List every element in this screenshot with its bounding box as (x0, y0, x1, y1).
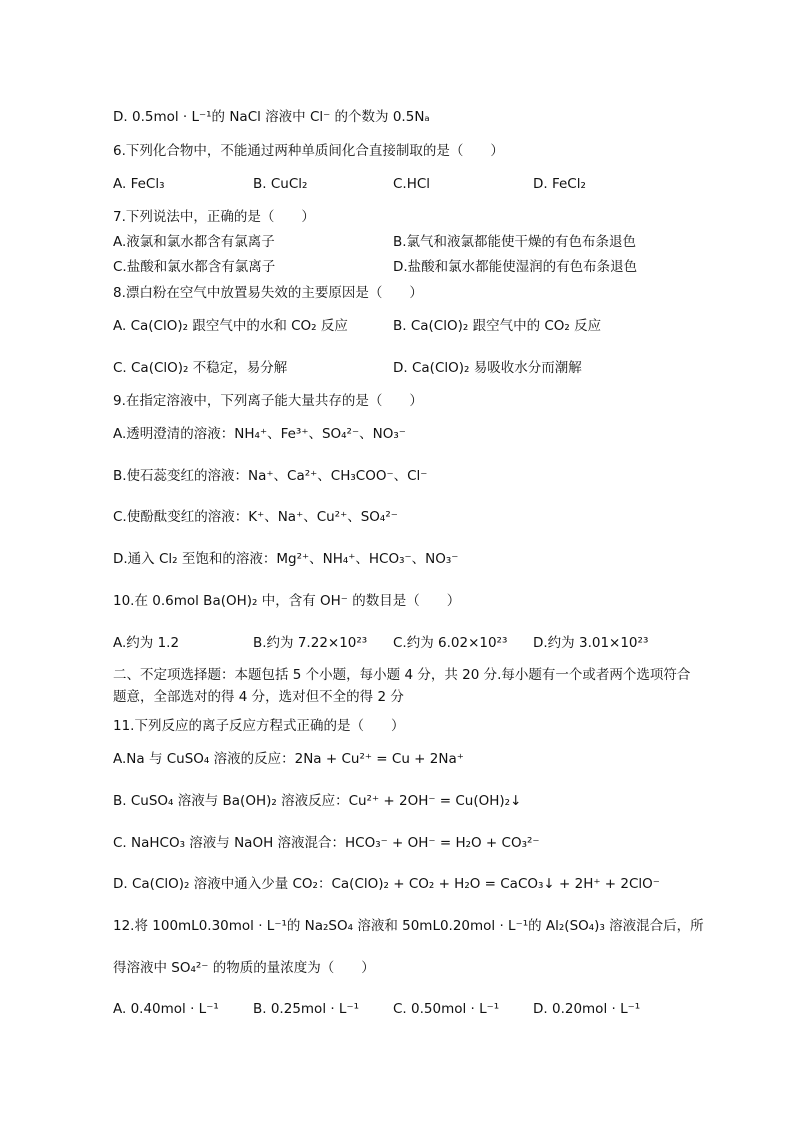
q10-option-d: D.约为 3.01×10²³ (533, 635, 649, 651)
question-9: 9.在指定溶液中，下列离子能大量共存的是（ ） (113, 393, 423, 409)
q5-option-d: D. 0.5mol · L⁻¹的 NaCl 溶液中 Cl⁻ 的个数为 0.5Nₐ (113, 109, 430, 125)
q10-option-c: C.约为 6.02×10²³ (393, 635, 508, 651)
q11-option-d: D. Ca(ClO)₂ 溶液中通入少量 CO₂：Ca(ClO)₂ + CO₂ + H₂O = CaCO₃↓ + 2H⁺ + 2ClO⁻ (113, 876, 660, 892)
question-12-line-1: 12.将 100mL0.30mol · L⁻¹的 Na₂SO₄ 溶液和 50mL0.20mol · L⁻¹的 Al₂(SO₄)₃ 溶液混合后，所 (113, 918, 704, 934)
q12-option-d: D. 0.20mol · L⁻¹ (533, 1001, 641, 1017)
question-12-line-2: 得溶液中 SO₄²⁻ 的物质的量浓度为（ ） (113, 960, 375, 976)
q9-option-a: A.透明澄清的溶液：NH₄⁺、Fe³⁺、SO₄²⁻、NO₃⁻ (113, 426, 406, 442)
q11-option-c: C. NaHCO₃ 溶液与 NaOH 溶液混合：HCO₃⁻ + OH⁻ = H₂O + CO₃²⁻ (113, 835, 540, 851)
section-2-heading: 二、不定项选择题：本题包括 5 个小题，每小题 4 分，共 20 分.每小题有一个或者两个选项符合题意，全部选对的得 4 分，选对但不全的得 2 分 (113, 667, 691, 705)
q6-option-c: C.HCl (393, 176, 431, 192)
q6-option-a: A. FeCl₃ (113, 176, 165, 192)
q9-option-b: B.使石蕊变红的溶液：Na⁺、Ca²⁺、CH₃COO⁻、Cl⁻ (113, 468, 428, 484)
question-6: 6.下列化合物中，不能通过两种单质间化合直接制取的是（ ） (113, 143, 504, 159)
q7-option-a: A.液氯和氯水都含有氯离子 (113, 234, 275, 250)
q6-option-d: D. FeCl₂ (533, 176, 586, 192)
q10-option-b: B.约为 7.22×10²³ (253, 635, 368, 651)
q11-option-a: A.Na 与 CuSO₄ 溶液的反应：2Na + Cu²⁺ = Cu + 2Na⁺ (113, 751, 464, 767)
q12-option-a: A. 0.40mol · L⁻¹ (113, 1001, 219, 1017)
q8-option-d: D. Ca(ClO)₂ 易吸收水分而潮解 (393, 360, 582, 376)
question-11: 11.下列反应的离子反应方程式正确的是（ ） (113, 718, 405, 734)
question-10: 10.在 0.6mol Ba(OH)₂ 中，含有 OH⁻ 的数目是（ ） (113, 593, 461, 609)
q11-option-b: B. CuSO₄ 溶液与 Ba(OH)₂ 溶液反应：Cu²⁺ + 2OH⁻ = Cu(OH)₂↓ (113, 793, 522, 809)
q7-option-d: D.盐酸和氯水都能使湿润的有色布条退色 (393, 259, 638, 275)
q9-option-d: D.通入 Cl₂ 至饱和的溶液：Mg²⁺、NH₄⁺、HCO₃⁻、NO₃⁻ (113, 551, 459, 567)
q8-option-a: A. Ca(ClO)₂ 跟空气中的水和 CO₂ 反应 (113, 318, 348, 334)
q7-option-b: B.氯气和液氯都能使干燥的有色布条退色 (393, 234, 637, 250)
q10-option-a: A.约为 1.2 (113, 635, 180, 651)
q12-option-b: B. 0.25mol · L⁻¹ (253, 1001, 359, 1017)
question-8: 8.漂白粉在空气中放置易失效的主要原因是（ ） (113, 285, 423, 301)
q12-option-c: C. 0.50mol · L⁻¹ (393, 1001, 500, 1017)
q7-option-c: C.盐酸和氯水都含有氯离子 (113, 259, 276, 275)
q8-option-c: C. Ca(ClO)₂ 不稳定，易分解 (113, 360, 288, 376)
q9-option-c: C.使酚酞变红的溶液：K⁺、Na⁺、Cu²⁺、SO₄²⁻ (113, 509, 398, 525)
question-7: 7.下列说法中，正确的是（ ） (113, 209, 315, 225)
q8-option-b: B. Ca(ClO)₂ 跟空气中的 CO₂ 反应 (393, 318, 602, 334)
q6-option-b: B. CuCl₂ (253, 176, 308, 192)
